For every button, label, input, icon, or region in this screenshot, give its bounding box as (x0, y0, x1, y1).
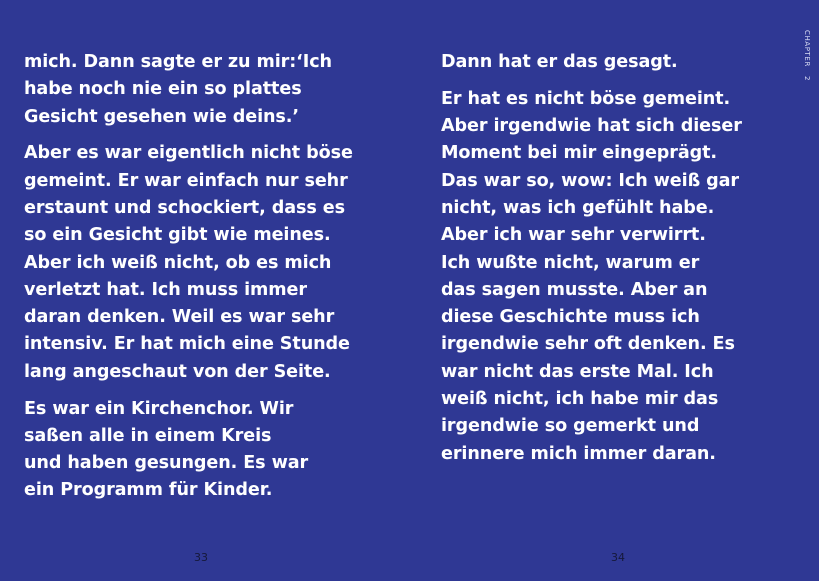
running-head-number: 2 (803, 75, 811, 81)
paragraph (24, 49, 394, 131)
text-line: war nicht das erste Mal. Ich (441, 361, 714, 382)
text-line: intensiv. Er hat mich eine Stunde (24, 334, 350, 355)
left-page-body (24, 49, 394, 514)
text-line: Aber ich war sehr verwirrt. (441, 225, 706, 246)
text-line: irgendwie so gemerkt und (441, 416, 700, 437)
text-line: das sagen musste. Aber an (441, 279, 708, 300)
text-line: und haben gesungen. Es war (24, 453, 309, 474)
text-line: weiß nicht, ich habe mir das (441, 389, 719, 410)
paragraph (24, 396, 394, 505)
text-line: so ein Gesicht gibt wie meines. (24, 225, 331, 246)
text-line: Aber irgendwie hat sich dieser (441, 116, 742, 137)
text-line: erinnere mich immer daran. (441, 443, 716, 464)
text-line: Er hat es nicht böse gemeint. (441, 88, 731, 109)
text-line: verletzt hat. Ich muss immer (24, 279, 307, 300)
page-number-left: 33 (194, 551, 208, 564)
text-line: erstaunt und schockiert, dass es (24, 197, 345, 218)
text-line: Dann hat er das gesagt. (441, 52, 678, 72)
text-line: nicht, was ich gefühlt habe. (441, 197, 715, 218)
text-line: Das war so, wow: Ich weiß gar (441, 170, 739, 191)
text-line: saßen alle in einem Kreis (24, 425, 272, 446)
text-line: habe noch nie ein so plattes (24, 79, 302, 100)
text-line: Gesicht gesehen wie deins.’ (24, 106, 299, 127)
text-line: ein Programm für Kinder. (24, 480, 273, 501)
text-line: Aber es war eigentlich nicht böse (24, 143, 353, 164)
text-line: Aber ich weiß nicht, ob es mich (24, 252, 332, 273)
running-head-label: CHAPTER (803, 30, 811, 67)
paragraph (441, 49, 771, 76)
text-line: gemeint. Er war einfach nur sehr (24, 170, 348, 191)
text-line: Moment bei mir eingeprägt. (441, 143, 718, 164)
paragraph (441, 86, 771, 468)
text-line: daran denken. Weil es war sehr (24, 307, 335, 328)
text-line: mich. Dann sagte er zu mir:‘Ich (24, 52, 332, 72)
text-line: Es war ein Kirchenchor. Wir (24, 398, 294, 419)
paragraph (24, 140, 394, 386)
running-head (803, 30, 811, 81)
text-line: diese Geschichte muss ich (441, 307, 700, 328)
right-page-body (441, 49, 771, 477)
text-line: lang angeschaut von der Seite. (24, 361, 331, 382)
text-line: Ich wußte nicht, warum er (441, 252, 700, 273)
page-number-right: 34 (611, 551, 625, 564)
right-page (410, 0, 819, 581)
text-line: irgendwie sehr oft denken. Es (441, 334, 735, 355)
